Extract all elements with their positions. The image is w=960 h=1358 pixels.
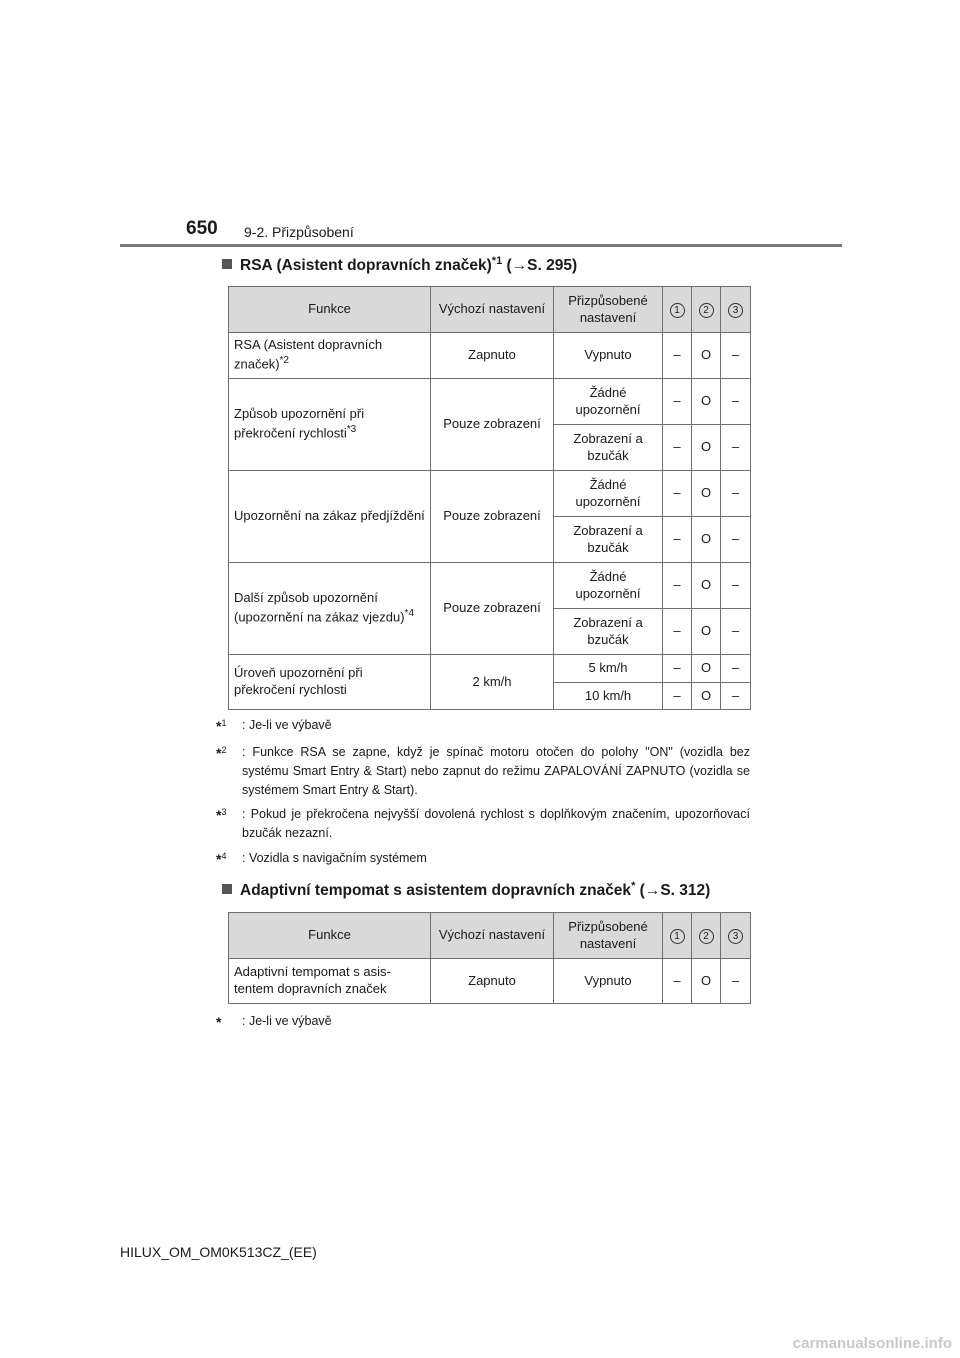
- cell-value: Vypnuto: [554, 333, 663, 379]
- col-2: 2: [692, 287, 721, 333]
- cell-vychozi: Zapnuto: [431, 959, 554, 1004]
- bullet-square-icon: [222, 259, 232, 269]
- cell-vychozi: Zapnuto: [431, 333, 554, 379]
- cell-mark: –: [721, 333, 751, 379]
- cell-mark: O: [692, 333, 721, 379]
- col-2: 2: [692, 913, 721, 959]
- col-3: 3: [721, 287, 751, 333]
- col-prizpusobene: Přizpůsobené nastavení: [554, 287, 663, 333]
- cell-vychozi: Pouze zobrazení: [431, 563, 554, 655]
- cell-value: Žádné upozornění: [554, 471, 663, 517]
- cell-mark: –: [663, 609, 692, 655]
- cell-funkce: Úroveň upozornění při překročení rychlosti: [229, 655, 431, 710]
- cell-mark: O: [692, 655, 721, 683]
- acc-notes: [216, 1012, 750, 1039]
- cell-vychozi: Pouze zobrazení: [431, 379, 554, 471]
- cell-mark: –: [663, 379, 692, 425]
- cell-mark: –: [721, 655, 751, 683]
- cell-value: 5 km/h: [554, 655, 663, 683]
- col-funkce: Funkce: [229, 287, 431, 333]
- cell-mark: O: [692, 379, 721, 425]
- col-3: 3: [721, 913, 751, 959]
- cell-funkce: Adaptivní tempomat s asis-tentem dopravních značek: [229, 959, 431, 1004]
- cell-value: Zobrazení a bzučák: [554, 609, 663, 655]
- cell-mark: –: [721, 471, 751, 517]
- footnote: * : Je-li ve výbavě: [216, 1014, 332, 1030]
- table-header-row: [229, 287, 751, 333]
- watermark: carmanualsonline.info: [792, 1335, 952, 1352]
- cell-value: Vypnuto: [554, 959, 663, 1004]
- cell-mark: –: [721, 517, 751, 563]
- table-header-row: [229, 913, 751, 959]
- cell-mark: –: [721, 425, 751, 471]
- rsa-heading: RSA (Asistent dopravních značek)$^{*1}$ (→S. 295): [222, 255, 577, 275]
- cell-mark: –: [721, 959, 751, 1004]
- section-title: 9-2. Přizpůsobení: [244, 224, 354, 240]
- cell-mark: O: [692, 425, 721, 471]
- cell-mark: O: [692, 683, 721, 710]
- col-1: 1: [663, 287, 692, 333]
- cell-vychozi: Pouze zobrazení: [431, 471, 554, 563]
- cell-mark: –: [721, 609, 751, 655]
- cell-mark: –: [663, 333, 692, 379]
- cell-vychozi: 2 km/h: [431, 655, 554, 710]
- table-row: [229, 959, 751, 1004]
- cell-mark: –: [663, 517, 692, 563]
- cell-mark: O: [692, 517, 721, 563]
- table-row: [229, 379, 751, 425]
- cell-funkce: Způsob upozornění při překročení rychlosti$^{*3}$: [229, 379, 431, 471]
- col-vychozi: Výchozí nastavení: [431, 913, 554, 959]
- cell-value: Žádné upozornění: [554, 563, 663, 609]
- cell-value: Zobrazení a bzučák: [554, 517, 663, 563]
- table-row: [229, 563, 751, 609]
- cell-mark: O: [692, 959, 721, 1004]
- cell-value: Zobrazení a bzučák: [554, 425, 663, 471]
- table-row: [229, 333, 751, 379]
- cell-value: 10 km/h: [554, 683, 663, 710]
- cell-mark: –: [663, 425, 692, 471]
- col-vychozi: Výchozí nastavení: [431, 287, 554, 333]
- col-1: 1: [663, 913, 692, 959]
- cell-mark: O: [692, 471, 721, 517]
- footnote: *$^2$ : Funkce RSA se zapne, když je spínač motoru otočen do polohy "ON" (vozidla bez systému Smart Entry & Start) nebo zapnut do režimu ZAPALOVÁNÍ ZAPNUTO (vozidla se systémem Smart Entry & Start).: [216, 744, 750, 797]
- table-row: [229, 655, 751, 683]
- cell-mark: –: [663, 959, 692, 1004]
- rsa-notes: [216, 716, 750, 876]
- cell-funkce: RSA (Asistent dopravních značek)$^{*2}$: [229, 333, 431, 379]
- acc-table: [228, 912, 751, 1004]
- footnote: *$^1$ : Je-li ve výbavě: [216, 717, 332, 734]
- footnote: *$^4$ : Vozidla s navigačním systémem: [216, 850, 427, 867]
- cell-mark: –: [663, 471, 692, 517]
- acc-heading: Adaptivní tempomat s asistentem dopravních značek* (→S. 312): [222, 880, 710, 900]
- cell-mark: –: [663, 563, 692, 609]
- cell-mark: –: [721, 683, 751, 710]
- cell-funkce: Upozornění na zákaz předjíždění: [229, 471, 431, 563]
- cell-funkce: Další způsob upozornění (upozornění na zákaz vjezdu)$^{*4}$: [229, 563, 431, 655]
- cell-mark: O: [692, 609, 721, 655]
- cell-mark: O: [692, 563, 721, 609]
- col-funkce: Funkce: [229, 913, 431, 959]
- bullet-square-icon: [222, 884, 232, 894]
- rsa-table: [228, 286, 751, 710]
- cell-mark: –: [663, 683, 692, 710]
- page-number: 650: [186, 218, 218, 239]
- table-row: [229, 471, 751, 517]
- cell-mark: –: [663, 655, 692, 683]
- footer-code: HILUX_OM_OM0K513CZ_(EE): [120, 1244, 317, 1260]
- cell-value: Žádné upozornění: [554, 379, 663, 425]
- header-rule: [120, 244, 842, 247]
- cell-mark: –: [721, 563, 751, 609]
- cell-mark: –: [721, 379, 751, 425]
- col-prizpusobene: Přizpůsobené nastavení: [554, 913, 663, 959]
- footnote: *$^3$ : Pokud je překročena nejvyšší dovolená rychlost s doplňkovým značením, upozorňovací bzučák nezazní.: [216, 807, 750, 840]
